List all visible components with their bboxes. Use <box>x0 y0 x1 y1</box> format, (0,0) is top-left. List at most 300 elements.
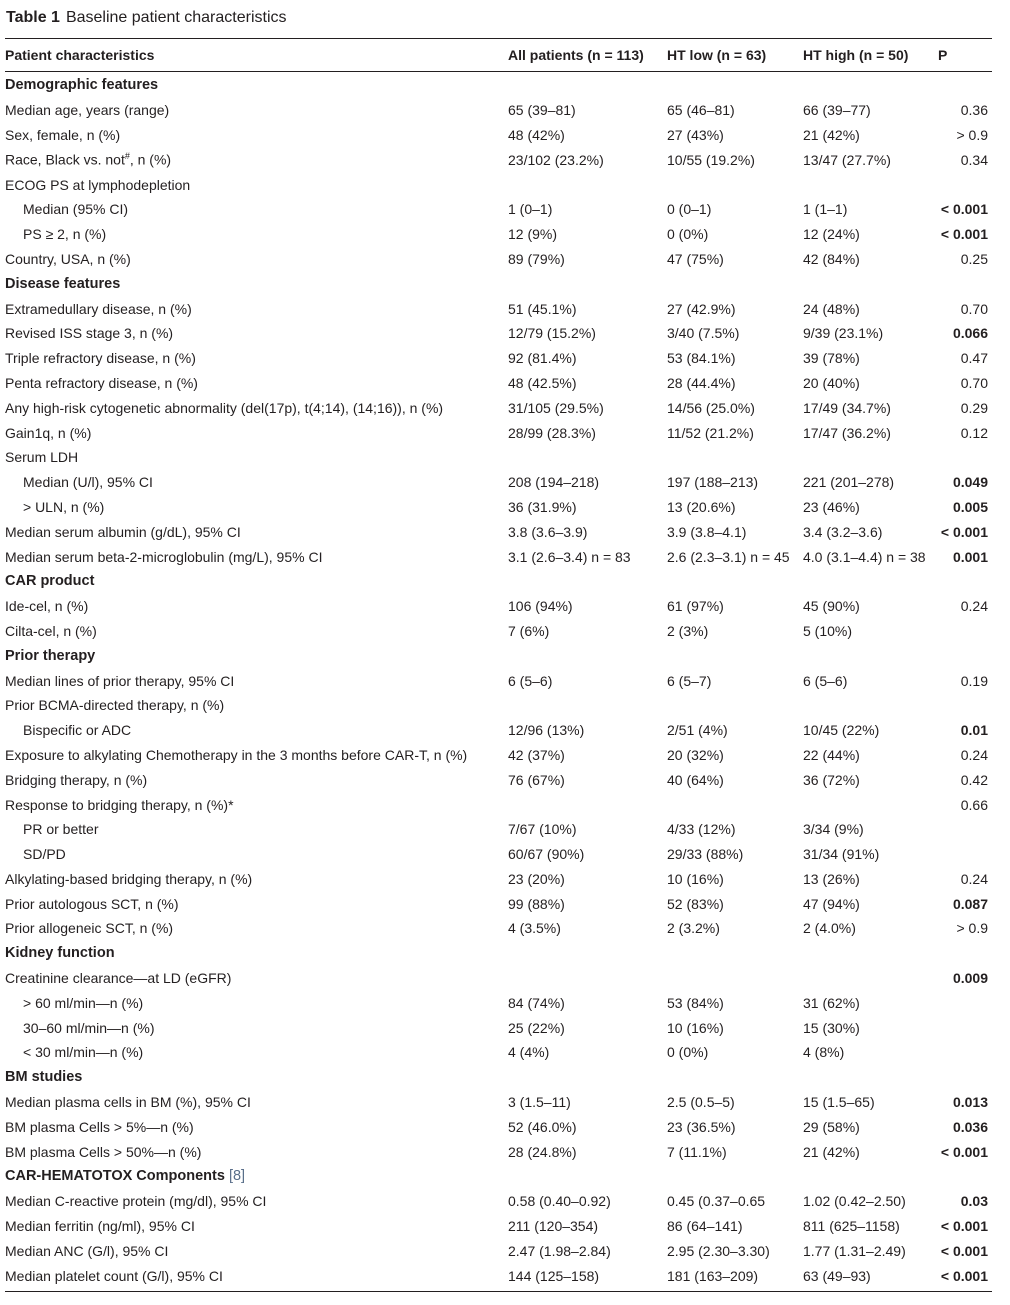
cell-ht-high: 23 (46%) <box>803 498 860 515</box>
table-row <box>5 1238 992 1263</box>
table-title: Baseline patient characteristics <box>65 9 287 26</box>
table-header <box>5 39 992 71</box>
cell-ht-high: 15 (1.5–65) <box>803 1094 875 1111</box>
table-row <box>5 98 992 123</box>
cell-p-value: 0.70 <box>960 300 988 317</box>
cell-ht-high: 13 (26%) <box>803 870 860 887</box>
header-p-value: P <box>938 47 948 63</box>
row-label-text: 30–60 ml/min—n (%) <box>23 1019 155 1036</box>
row-label-text: BM plasma Cells > 50%—n (%) <box>5 1143 202 1160</box>
row-label-text: Alkylating-based bridging therapy, n (%) <box>5 870 253 887</box>
cell-p-value: < 0.001 <box>940 1143 988 1160</box>
cell-ht-low: 0 (0%) <box>667 226 709 243</box>
table-row <box>5 1139 992 1164</box>
cell-all-patients: 3.8 (3.6–3.9) <box>508 523 588 540</box>
table-row <box>5 420 992 445</box>
table-row <box>5 916 992 941</box>
row-label <box>5 470 508 495</box>
row-label <box>5 594 508 619</box>
table-number: Table 1 <box>6 9 60 26</box>
table-row <box>5 346 992 371</box>
cell-ht-high: 36 (72%) <box>803 771 860 788</box>
cell-p-value: 0.42 <box>960 771 988 788</box>
table-row <box>5 1015 992 1040</box>
cell-ht-low: 27 (43%) <box>667 126 724 143</box>
table-row <box>5 519 992 544</box>
section-heading <box>5 569 992 594</box>
header-ht-low: HT low (n = 63) <box>667 47 767 63</box>
cell-ht-low: 2/51 (4%) <box>667 722 728 739</box>
section-heading <box>5 643 992 668</box>
cell-ht-high: 31/34 (91%) <box>803 846 880 863</box>
row-label-text: Median serum beta-2-microglobulin (mg/L), 95% CI <box>5 548 323 565</box>
cell-p-value: > 0.9 <box>956 126 988 143</box>
cell-ht-high: 2 (4.0%) <box>803 920 856 937</box>
row-label-text: Median ANC (G/l), 95% CI <box>5 1242 169 1259</box>
header-row <box>5 39 992 71</box>
cell-all-patients: 12/79 (15.2%) <box>508 325 596 342</box>
row-label-text: > 60 ml/min—n (%) <box>23 994 144 1011</box>
table-row <box>5 321 992 346</box>
cell-all-patients: 12 (9%) <box>508 226 558 243</box>
cell-all-patients: 48 (42.5%) <box>508 374 577 391</box>
cell-ht-high: 1.77 (1.31–2.49) <box>803 1242 906 1259</box>
cell-p-value: 0.03 <box>960 1193 988 1210</box>
row-label <box>5 123 508 148</box>
table-row <box>5 966 992 991</box>
row-label <box>5 147 508 172</box>
cell-all-patients: 2.47 (1.98–2.84) <box>508 1242 611 1259</box>
row-label <box>5 371 508 396</box>
cell-all-patients <box>508 966 667 991</box>
cell-ht-low: 14/56 (25.0%) <box>667 399 755 416</box>
table-row <box>5 842 992 867</box>
cell-all-patients: 1 (0–1) <box>508 201 553 218</box>
cell-ht-high: 12 (24%) <box>803 226 860 243</box>
cell-ht-high: 24 (48%) <box>803 300 860 317</box>
cell-p-value: 0.47 <box>960 350 988 367</box>
cell-ht-low: 3.9 (3.8–4.1) <box>667 523 747 540</box>
header-characteristics: Patient characteristics <box>5 47 155 63</box>
cell-ht-high: 42 (84%) <box>803 250 860 267</box>
cell-all-patients <box>508 172 667 197</box>
cell-p-value: < 0.001 <box>940 201 988 218</box>
cell-p-value: 0.12 <box>960 424 988 441</box>
cell-p-value <box>936 990 992 1015</box>
row-label-text: < 30 ml/min—n (%) <box>23 1044 144 1061</box>
cell-ht-low: 3/40 (7.5%) <box>667 325 740 342</box>
cell-all-patients: 92 (81.4%) <box>508 350 577 367</box>
cell-ht-low: 53 (84.1%) <box>667 350 736 367</box>
row-label-text: Race, Black vs. not <box>5 152 125 169</box>
cell-all-patients: 7 (6%) <box>508 622 550 639</box>
cell-ht-low: 2.6 (2.3–3.1) n = 45 <box>667 548 790 565</box>
row-label <box>5 619 508 644</box>
bottom-rule <box>5 1291 992 1292</box>
cell-p-value: 0.005 <box>952 498 988 515</box>
cell-p-value <box>936 842 992 867</box>
table-row <box>5 172 992 197</box>
section-heading <box>5 1164 992 1189</box>
row-label-text: Cilta-cel, n (%) <box>5 622 97 639</box>
row-label-text: BM plasma Cells > 5%—n (%) <box>5 1118 194 1135</box>
row-label <box>5 98 508 123</box>
row-label <box>5 197 508 222</box>
cell-ht-high: 45 (90%) <box>803 598 860 615</box>
row-label <box>5 990 508 1015</box>
cell-p-value: 0.24 <box>960 598 988 615</box>
cell-ht-low <box>667 172 803 197</box>
cell-ht-high: 3/34 (9%) <box>803 821 864 838</box>
cell-ht-high: 5 (10%) <box>803 622 853 639</box>
cell-ht-low: 0 (0%) <box>667 1044 709 1061</box>
row-label-text: Extramedullary disease, n (%) <box>5 300 192 317</box>
cell-ht-low: 27 (42.9%) <box>667 300 736 317</box>
cell-ht-low <box>667 966 803 991</box>
cell-p-value: < 0.001 <box>940 1218 988 1235</box>
cell-all-patients <box>508 693 667 718</box>
row-label <box>5 1263 508 1288</box>
row-label-text: Creatinine clearance—at LD (eGFR) <box>5 970 232 987</box>
cell-p-value: 0.066 <box>952 325 988 342</box>
cell-all-patients: 3 (1.5–11) <box>508 1094 571 1111</box>
row-label-text: Prior allogeneic SCT, n (%) <box>5 920 174 937</box>
table-row <box>5 445 992 470</box>
section-heading-text: CAR-HEMATOTOX Components <box>5 1168 225 1185</box>
row-label <box>5 346 508 371</box>
row-label-text: Median C-reactive protein (mg/dl), 95% CI <box>5 1193 267 1210</box>
row-label-text: SD/PD <box>23 846 66 863</box>
row-label-text: Median (95% CI) <box>23 201 129 218</box>
cell-all-patients: 36 (31.9%) <box>508 498 577 515</box>
cell-ht-high: 811 (625–1158) <box>803 1218 900 1235</box>
table-row <box>5 395 992 420</box>
row-label-text: Penta refractory disease, n (%) <box>5 374 198 391</box>
table-row <box>5 470 992 495</box>
cell-ht-high: 66 (39–77) <box>803 102 871 119</box>
row-label-text: Ide-cel, n (%) <box>5 598 89 615</box>
row-label-text: Median age, years (range) <box>5 102 170 119</box>
cell-all-patients: 4 (4%) <box>508 1044 550 1061</box>
row-label <box>5 1189 508 1214</box>
row-label <box>5 321 508 346</box>
cell-all-patients: 7/67 (10%) <box>508 821 577 838</box>
cell-ht-low: 2.95 (2.30–3.30) <box>667 1242 770 1259</box>
row-label <box>5 1090 508 1115</box>
cell-ht-high: 1 (1–1) <box>803 201 848 218</box>
cell-all-patients: 0.58 (0.40–0.92) <box>508 1193 611 1210</box>
cell-all-patients: 48 (42%) <box>508 126 565 143</box>
cell-ht-high <box>803 445 936 470</box>
cell-ht-high <box>803 172 936 197</box>
cell-all-patients: 12/96 (13%) <box>508 722 585 739</box>
row-label-text: PR or better <box>23 821 99 838</box>
cell-ht-low: 2 (3.2%) <box>667 920 720 937</box>
cell-ht-high: 39 (78%) <box>803 350 860 367</box>
row-label-text: Sex, female, n (%) <box>5 126 121 143</box>
cell-ht-high <box>803 792 936 817</box>
cell-p-value: < 0.001 <box>940 1242 988 1259</box>
row-label <box>5 867 508 892</box>
header-ht-high: HT high (n = 50) <box>803 47 909 63</box>
section-heading <box>5 1065 992 1090</box>
cell-all-patients: 51 (45.1%) <box>508 300 577 317</box>
cell-all-patients: 23 (20%) <box>508 870 565 887</box>
table-row <box>5 1090 992 1115</box>
cell-ht-low: 28 (44.4%) <box>667 374 736 391</box>
cell-all-patients: 99 (88%) <box>508 895 565 912</box>
cell-ht-high: 15 (30%) <box>803 1019 860 1036</box>
cell-p-value <box>936 445 992 470</box>
cell-all-patients: 3.1 (2.6–3.4) n = 83 <box>508 548 631 565</box>
row-label <box>5 395 508 420</box>
row-label <box>5 817 508 842</box>
row-label <box>5 1040 508 1065</box>
row-label <box>5 222 508 247</box>
row-label-text: Country, USA, n (%) <box>5 250 131 267</box>
cell-ht-low <box>667 792 803 817</box>
row-label <box>5 842 508 867</box>
row-label-text: Median plasma cells in BM (%), 95% CI <box>5 1094 251 1111</box>
cell-ht-high: 20 (40%) <box>803 374 860 391</box>
table-row <box>5 594 992 619</box>
cell-ht-low: 10 (16%) <box>667 1019 724 1036</box>
section-heading-text: Disease features <box>5 275 121 292</box>
row-label-text: ECOG PS at lymphodepletion <box>5 176 191 193</box>
table-row <box>5 817 992 842</box>
table-row <box>5 1214 992 1239</box>
cell-all-patients: 106 (94%) <box>508 598 573 615</box>
cell-ht-low: 53 (84%) <box>667 994 724 1011</box>
cell-p-value: 0.013 <box>952 1094 988 1111</box>
cell-ht-low: 29/33 (88%) <box>667 846 744 863</box>
row-label-text: Prior BCMA-directed therapy, n (%) <box>5 697 225 714</box>
table-row <box>5 891 992 916</box>
cell-ht-high <box>803 966 936 991</box>
table-row <box>5 619 992 644</box>
cell-p-value: > 0.9 <box>956 920 988 937</box>
cell-ht-high: 47 (94%) <box>803 895 860 912</box>
row-label <box>5 792 508 817</box>
reference-citation: [8] <box>228 1168 246 1185</box>
cell-ht-low: 4/33 (12%) <box>667 821 736 838</box>
row-label <box>5 743 508 768</box>
cell-ht-low: 11/52 (21.2%) <box>667 424 754 441</box>
cell-ht-low: 52 (83%) <box>667 895 724 912</box>
row-label <box>5 1238 508 1263</box>
cell-ht-low: 23 (36.5%) <box>667 1118 736 1135</box>
cell-ht-high: 21 (42%) <box>803 126 860 143</box>
cell-p-value: 0.66 <box>960 796 988 813</box>
cell-all-patients <box>508 792 667 817</box>
row-label-text: Exposure to alkylating Chemotherapy in the 3 months before CAR-T, n (%) <box>5 746 468 763</box>
cell-ht-high: 17/47 (36.2%) <box>803 424 891 441</box>
section-heading <box>5 941 992 966</box>
row-label-text: Median (U/l), 95% CI <box>23 474 153 491</box>
row-label-text: Bispecific or ADC <box>23 722 132 739</box>
cell-ht-high: 29 (58%) <box>803 1118 860 1135</box>
row-label <box>5 172 508 197</box>
cell-all-patients: 28 (24.8%) <box>508 1143 577 1160</box>
cell-p-value <box>936 693 992 718</box>
cell-ht-high: 21 (42%) <box>803 1143 860 1160</box>
cell-ht-low: 2.5 (0.5–5) <box>667 1094 735 1111</box>
cell-ht-high: 63 (49–93) <box>803 1267 871 1284</box>
table-row <box>5 495 992 520</box>
row-label-text: Gain1q, n (%) <box>5 424 92 441</box>
row-label <box>5 420 508 445</box>
cell-ht-high: 22 (44%) <box>803 746 860 763</box>
cell-p-value: 0.36 <box>960 102 988 119</box>
section-row <box>5 941 992 966</box>
row-label <box>5 668 508 693</box>
table-row <box>5 197 992 222</box>
table-row <box>5 792 992 817</box>
cell-p-value: < 0.001 <box>940 523 988 540</box>
row-label <box>5 445 508 470</box>
cell-all-patients: 28/99 (28.3%) <box>508 424 596 441</box>
cell-p-value: 0.01 <box>960 722 988 739</box>
cell-ht-low: 40 (64%) <box>667 771 724 788</box>
cell-ht-low: 0 (0–1) <box>667 201 712 218</box>
cell-p-value: 0.24 <box>960 746 988 763</box>
cell-all-patients <box>508 445 667 470</box>
cell-ht-high: 31 (62%) <box>803 994 860 1011</box>
cell-ht-high: 6 (5–6) <box>803 672 848 689</box>
cell-all-patients: 84 (74%) <box>508 994 565 1011</box>
cell-p-value: 0.19 <box>960 672 988 689</box>
row-label <box>5 916 508 941</box>
table-caption <box>6 8 287 28</box>
cell-ht-high: 4 (8%) <box>803 1044 845 1061</box>
cell-p-value: 0.049 <box>952 474 988 491</box>
cell-all-patients: 208 (194–218) <box>508 474 600 491</box>
cell-ht-high: 1.02 (0.42–2.50) <box>803 1193 906 1210</box>
cell-p-value: < 0.001 <box>940 1267 988 1284</box>
cell-ht-low: 6 (5–7) <box>667 672 712 689</box>
cell-p-value <box>936 1040 992 1065</box>
table-row <box>5 718 992 743</box>
cell-ht-high: 221 (201–278) <box>803 474 895 491</box>
cell-p-value: 0.009 <box>952 970 988 987</box>
table-row <box>5 147 992 172</box>
row-label-text: Median platelet count (G/l), 95% CI <box>5 1267 223 1284</box>
cell-all-patients: 89 (79%) <box>508 250 565 267</box>
section-row <box>5 643 992 668</box>
cell-all-patients: 76 (67%) <box>508 771 565 788</box>
cell-p-value: 0.70 <box>960 374 988 391</box>
table-body <box>5 71 992 1288</box>
row-label-text: Median serum albumin (g/dL), 95% CI <box>5 523 241 540</box>
table-row <box>5 990 992 1015</box>
cell-all-patients: 31/105 (29.5%) <box>508 399 604 416</box>
row-label <box>5 966 508 991</box>
cell-ht-low <box>667 445 803 470</box>
cell-all-patients: 211 (120–354) <box>508 1218 599 1235</box>
cell-ht-low: 7 (11.1%) <box>667 1143 727 1160</box>
cell-p-value: < 0.001 <box>940 226 988 243</box>
section-heading-text: Prior therapy <box>5 647 96 664</box>
row-label <box>5 693 508 718</box>
table-row <box>5 544 992 569</box>
row-label-text: Triple refractory disease, n (%) <box>5 350 196 367</box>
section-heading-text: CAR product <box>5 573 95 590</box>
cell-p-value: 0.24 <box>960 870 988 887</box>
cell-ht-low <box>667 693 803 718</box>
cell-ht-high: 3.4 (3.2–3.6) <box>803 523 883 540</box>
section-heading-text: Kidney function <box>5 945 115 962</box>
row-label <box>5 495 508 520</box>
cell-all-patients: 6 (5–6) <box>508 672 553 689</box>
cell-p-value: 0.25 <box>960 250 988 267</box>
cell-ht-high: 17/49 (34.7%) <box>803 399 891 416</box>
cell-ht-high: 10/45 (22%) <box>803 722 880 739</box>
cell-p-value: 0.29 <box>960 399 988 416</box>
section-heading-text: BM studies <box>5 1069 83 1086</box>
footnote-marker: # <box>124 151 130 162</box>
row-label-text: Response to bridging therapy, n (%)* <box>5 796 234 813</box>
row-label <box>5 891 508 916</box>
row-label-text: Bridging therapy, n (%) <box>5 771 148 788</box>
cell-p-value <box>936 1015 992 1040</box>
row-label-text: Prior autologous SCT, n (%) <box>5 895 179 912</box>
row-label <box>5 767 508 792</box>
section-row <box>5 569 992 594</box>
row-label-text: Median lines of prior therapy, 95% CI <box>5 672 235 689</box>
cell-ht-low: 2 (3%) <box>667 622 709 639</box>
cell-p-value <box>936 817 992 842</box>
cell-p-value: 0.036 <box>952 1118 988 1135</box>
cell-p-value <box>936 619 992 644</box>
row-label <box>5 1114 508 1139</box>
cell-ht-low: 10 (16%) <box>667 870 724 887</box>
section-row <box>5 271 992 296</box>
table-row <box>5 867 992 892</box>
table-row <box>5 1263 992 1288</box>
cell-all-patients: 60/67 (90%) <box>508 846 585 863</box>
cell-p-value <box>936 172 992 197</box>
cell-ht-low: 61 (97%) <box>667 598 724 615</box>
row-label-text: > ULN, n (%) <box>23 498 105 515</box>
table-row <box>5 767 992 792</box>
cell-ht-low: 20 (32%) <box>667 746 724 763</box>
row-label-text: PS ≥ 2, n (%) <box>23 226 107 243</box>
header-all-patients: All patients (n = 113) <box>508 47 644 63</box>
cell-ht-high <box>803 693 936 718</box>
cell-all-patients: 4 (3.5%) <box>508 920 561 937</box>
table-row <box>5 1040 992 1065</box>
cell-all-patients: 42 (37%) <box>508 746 565 763</box>
row-label-suffix: , n (%) <box>129 152 172 169</box>
baseline-characteristics-table <box>5 39 992 1288</box>
row-label-text: Revised ISS stage 3, n (%) <box>5 325 174 342</box>
cell-all-patients: 25 (22%) <box>508 1019 565 1036</box>
section-heading <box>5 71 992 98</box>
section-heading-text: Demographic features <box>5 77 159 94</box>
cell-ht-low: 197 (188–213) <box>667 474 759 491</box>
table-row <box>5 247 992 272</box>
table-row <box>5 1189 992 1214</box>
cell-all-patients: 52 (46.0%) <box>508 1118 577 1135</box>
row-label-text: Any high-risk cytogenetic abnormality (del(17p), t(4;14), (14;16)), n (%) <box>5 399 444 416</box>
cell-ht-low: 0.45 (0.37–0.65 <box>667 1193 766 1210</box>
row-label <box>5 296 508 321</box>
row-label-text: Serum LDH <box>5 449 79 466</box>
table-row <box>5 371 992 396</box>
section-heading <box>5 271 992 296</box>
section-row <box>5 1065 992 1090</box>
table-row <box>5 668 992 693</box>
